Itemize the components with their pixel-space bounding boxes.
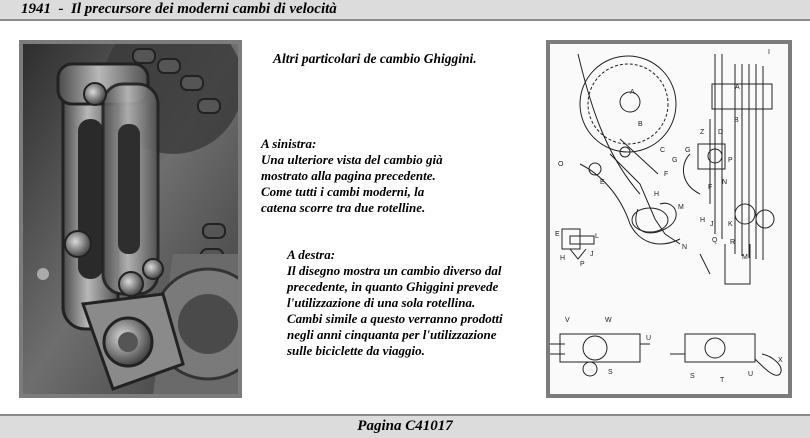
svg-text:R: R [730,239,736,246]
left-note-heading: A sinistra: [261,136,317,151]
svg-text:U: U [748,371,754,378]
svg-text:J: J [710,221,714,228]
svg-text:Z: Z [700,129,705,136]
page-number-label: Pagina C41017 [357,418,453,434]
svg-text:P: P [580,261,585,268]
header-bar [0,0,810,21]
svg-text:H: H [654,191,660,198]
svg-text:S: S [690,373,695,380]
technical-drawing [550,44,788,394]
svg-text:E: E [555,231,560,238]
svg-text:Q: Q [712,237,718,244]
svg-text:I: I [768,49,770,56]
svg-text:N: N [722,179,728,186]
svg-text:J: J [590,251,594,258]
drawing-frame [546,40,792,398]
left-note-line: Una ulteriore vista del cambio già [261,152,443,167]
svg-text:H: H [700,217,706,224]
svg-text:A: A [735,84,740,91]
svg-text:K: K [728,221,733,228]
svg-text:F: F [708,184,713,191]
svg-text:M: M [742,254,748,261]
svg-text:P: P [728,157,733,164]
svg-text:E: E [600,179,605,186]
left-note-line: mostrato alla pagina precedente. [261,168,436,183]
svg-text:N: N [682,244,688,251]
svg-text:B: B [734,117,739,124]
right-note-line: sulle biciclette da viaggio. [287,343,425,358]
svg-text:L: L [595,233,599,240]
svg-text:C: C [660,147,666,154]
svg-text:X: X [778,357,783,364]
derailleur-photo [23,44,238,394]
svg-text:W: W [605,317,612,324]
svg-text:H: H [560,255,566,262]
page-header-title: 1941 - Il precursore dei moderni cambi di velocità [21,1,337,17]
right-description [287,247,549,359]
right-note-heading: A destra: [287,247,336,262]
svg-text:A: A [630,89,635,96]
svg-text:M: M [678,204,684,211]
photo-frame [19,40,242,398]
svg-text:G: G [672,157,678,164]
svg-text:F: F [664,171,669,178]
svg-text:T: T [720,377,725,384]
left-description [261,136,541,216]
svg-text:V: V [565,317,570,324]
svg-text:S: S [608,369,613,376]
svg-text:D: D [718,129,724,136]
right-note-line: l'utilizzazione di una sola rotellina. [287,295,476,310]
left-note-line: Come tutti i cambi moderni, la [261,184,425,199]
svg-text:G: G [685,147,691,154]
right-note-line: Cambi simile a questo verranno prodotti [287,311,503,326]
caption-title: Altri particolari de cambio Ghiggini. [273,51,477,66]
right-note-line: precedente, in quanto Ghiggini prevede [287,279,499,294]
right-note-line: Il disegno mostra un cambio diverso dal [287,263,502,278]
svg-text:U: U [646,335,652,342]
svg-text:B: B [638,121,643,128]
svg-text:O: O [558,161,564,168]
right-note-line: negli anni cinquanta per l'utilizzazione [287,327,497,342]
footer-bar [0,414,810,438]
left-note-line: catena scorre tra due rotelline. [261,200,426,215]
